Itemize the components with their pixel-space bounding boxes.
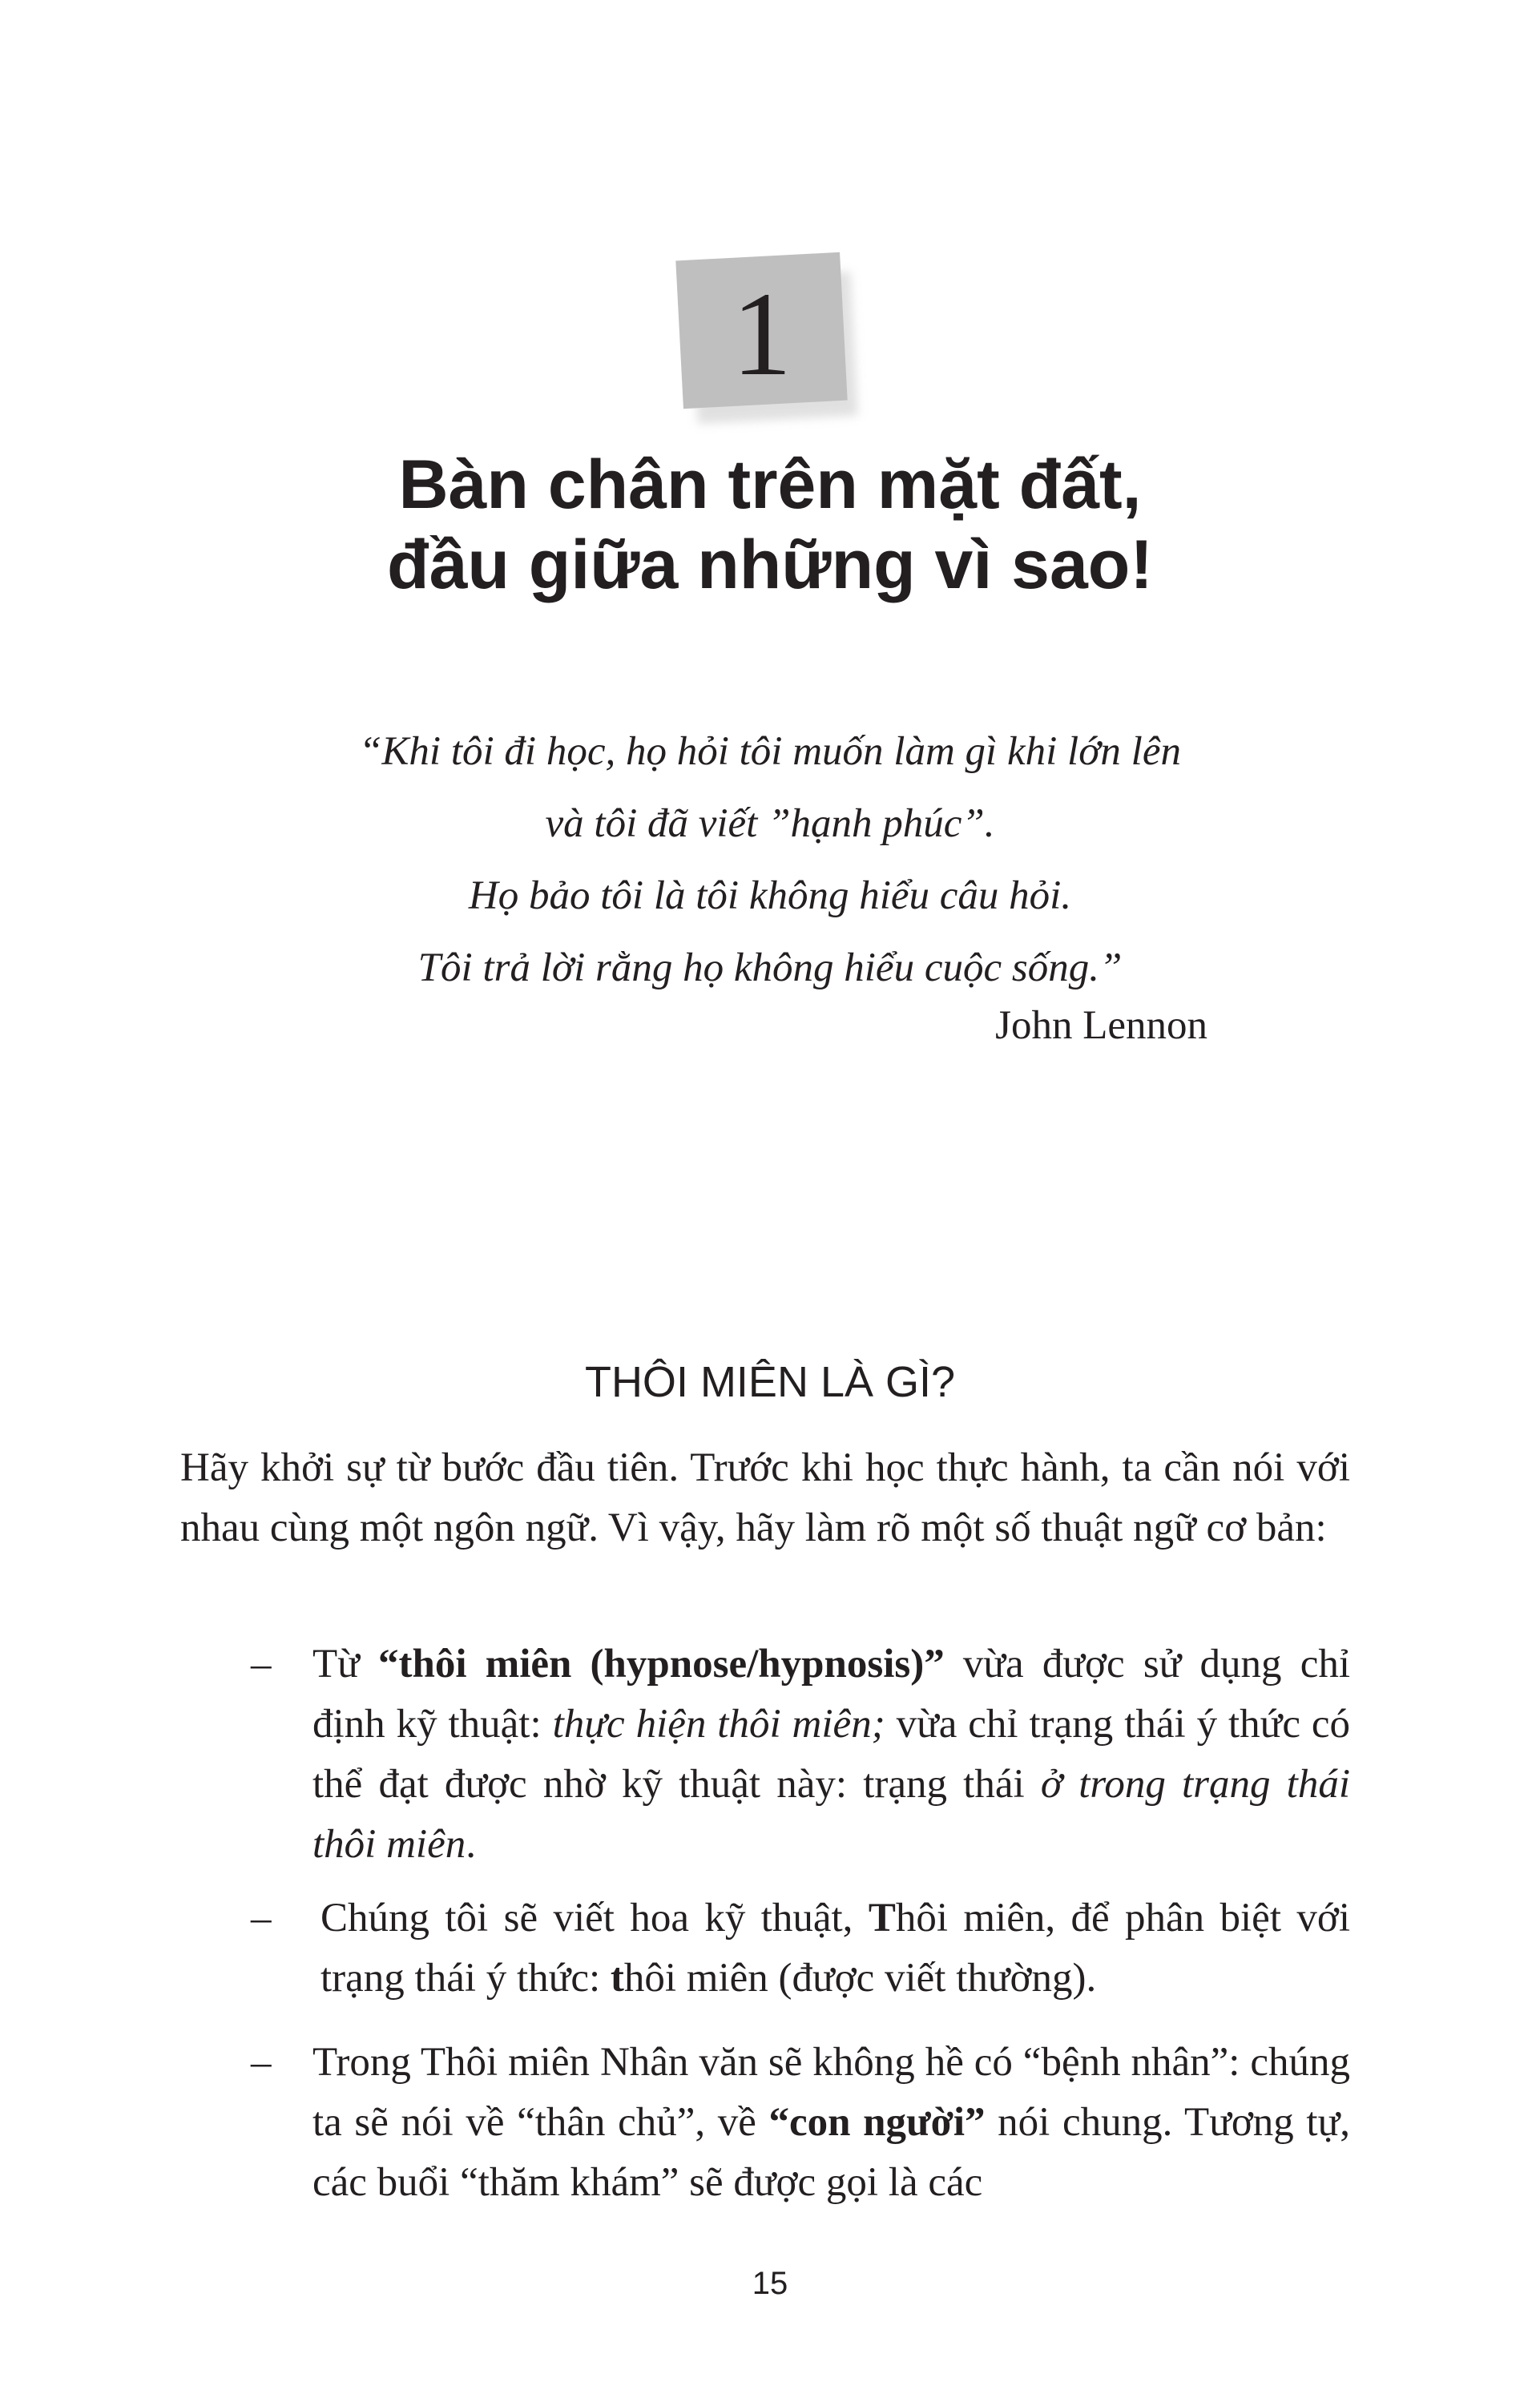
chapter-number: 1 — [732, 267, 792, 401]
italic-term: ở trong trạng thái thôi miên — [312, 1762, 1351, 1867]
intro-paragraph: Hãy khởi sự từ bước đầu tiên. Trước khi học thực hành, ta cần nói với nhau cùng một ngôn ngữ. Vì vậy, hãy làm rõ một số thuật ngữ cơ bản: — [180, 1445, 1350, 1550]
chapter-number-tab — [679, 256, 848, 409]
page-number: 15 — [752, 2266, 788, 2301]
epigraph-quote — [240, 715, 1300, 1004]
text-run: hôi miên, để phân biệt với trạng thái ý thức: — [320, 1896, 1350, 2001]
dash-marker: – — [251, 1896, 272, 1941]
chapter-tab-box — [675, 252, 847, 409]
list-item-text — [312, 1634, 1350, 1875]
epigraph-line-4: Tôi trả lời rằng họ không hiểu cuộc sống.” — [417, 945, 1123, 990]
text-run: . — [466, 1822, 476, 1867]
italic-term: thực hiện thôi miên; — [552, 1702, 885, 1747]
epigraph-line-3: Họ bảo tôi là tôi không hiểu câu hỏi. — [468, 873, 1072, 918]
text-run: nói chung. Tương tự, các buổi “thăm khám” sẽ được gọi là các — [312, 2100, 1350, 2205]
bold-letter: T — [868, 1896, 896, 1941]
bold-letter: t — [610, 1956, 624, 2001]
list-item-text — [312, 2033, 1350, 2213]
chapter-title-line-1: Bàn chân trên mặt đất, — [398, 446, 1142, 523]
chapter-title-line-2: đầu giữa những vì sao! — [387, 526, 1153, 603]
bold-term: “thôi miên (hypnose/hypnosis)” — [378, 1642, 945, 1687]
epigraph-line-1: “Khi tôi đi học, họ hỏi tôi muốn làm gì khi lớn lên — [359, 729, 1181, 774]
text-run: Trong Thôi miên Nhân văn sẽ không hề có “bệnh nhân”: chúng ta sẽ nói về “thân chủ”, về — [312, 2040, 1350, 2145]
bold-term: “con người” — [768, 2100, 986, 2145]
section-heading: THÔI MIÊN LÀ GÌ? — [584, 1358, 956, 1406]
text-run: hôi miên (được viết thường). — [623, 1956, 1097, 2001]
text-run: Chúng tôi sẽ viết hoa kỹ thuật, — [320, 1896, 869, 1941]
epigraph-line-2: và tôi đã viết ”hạnh phúc”. — [545, 801, 995, 846]
dash-marker: – — [251, 1642, 272, 1687]
text-run: vừa chỉ trạng thái ý thức có thể đạt được nhờ kỹ thuật này: trạng thái — [312, 1702, 1350, 1807]
text-run: Từ — [312, 1642, 378, 1687]
text-run: vừa được sử dụng chỉ định kỹ thuật: — [312, 1642, 1350, 1747]
chapter-title — [240, 445, 1300, 605]
list-item-text — [320, 1888, 1350, 2009]
dash-marker: – — [251, 2040, 272, 2085]
epigraph-author: John Lennon — [995, 1003, 1207, 1048]
